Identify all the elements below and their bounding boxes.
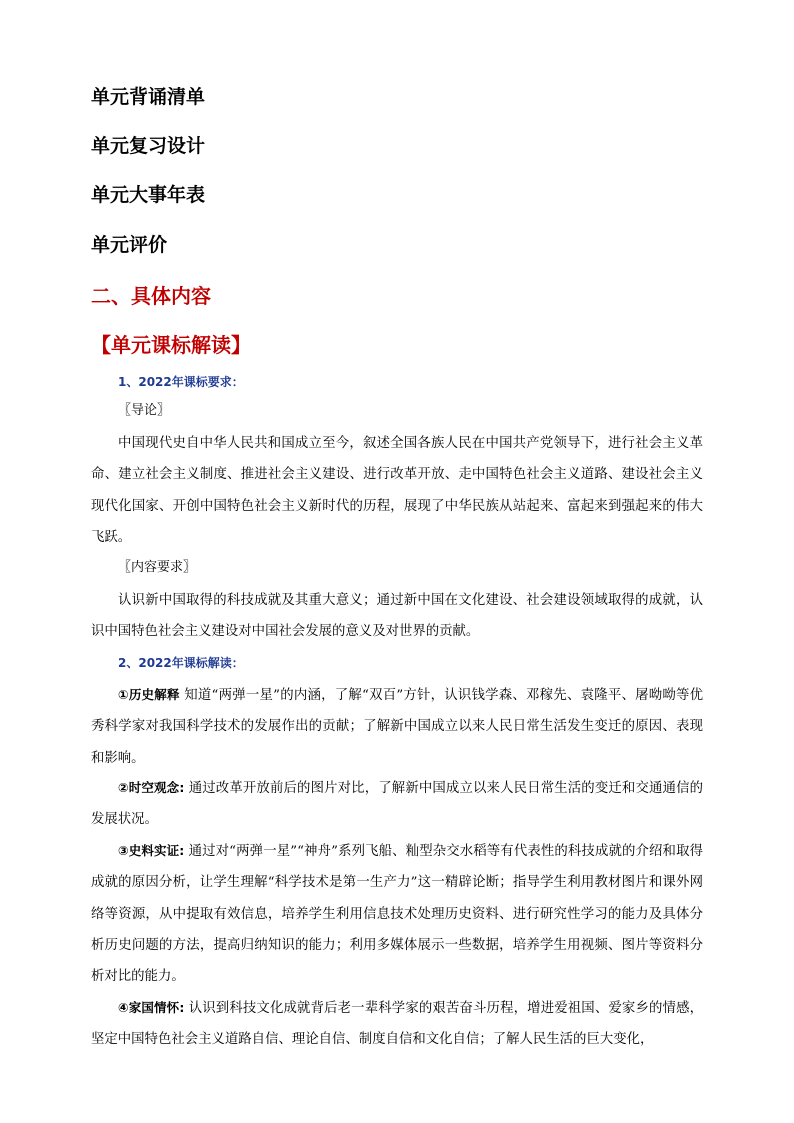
section-heading: 二、具体内容	[91, 284, 211, 308]
term-evidence: ③史料实证:	[118, 843, 185, 858]
toc-item-review-design: 单元复习设计	[91, 135, 206, 157]
interpretation-item-space-time	[91, 772, 703, 836]
term-historical-explanation: ①历史解释	[118, 687, 180, 702]
toc-item-evaluation: 单元评价	[91, 234, 168, 256]
toc-item-chronology: 单元大事年表	[91, 184, 206, 206]
intro-label: 〖导论〗	[118, 403, 171, 418]
toc-item-recitation-list: 单元背诵清单	[91, 86, 206, 108]
standards-heading: 1、2022年课标要求：	[118, 375, 244, 389]
intro-paragraph: 中国现代史自中华人民共和国成立至今，叙述全国各族人民在中国共产党领导下，进行社会主义革命、建立社会主义制度、推进社会主义建设、进行改革开放、走中国特色社会主义道路、建设社会主义现代化国家、开创中国特色社会主义新时代的历程，展现了中华民族从站起来、富起来到强起来的伟大飞跃。	[91, 436, 703, 545]
interpretation-item-evidence	[91, 835, 703, 992]
text-patriotism: 认识到科技文化成就背后老一辈科学家的艰苦奋斗历程，增进爱祖国、爱家乡的情感，坚定中国特色社会主义道路自信、理论自信、制度自信和文化自信；了解人民生活的巨大变化，	[91, 1001, 703, 1048]
interpretation-heading: 2、2022年课标解读：	[118, 656, 244, 670]
term-space-time: ②时空观念:	[118, 780, 185, 795]
text-historical-explanation: 知道“两弹一星”的内涵，了解“双百”方针，认识钱学森、邓稼先、袁隆平、屠呦呦等优秀科学家对我国科学技术的发展作出的贡献；了解新中国成立以来人民日常生活发生变迁的原因、表现和影响。	[91, 688, 703, 766]
interpretation-item-historical-explanation	[91, 679, 703, 774]
content-requirements-paragraph: 认识新中国取得的科技成就及其重大意义；通过新中国在文化建设、社会建设领域取得的成就，认识中国特色社会主义建设对中国社会发展的意义及对世界的贡献。	[91, 593, 703, 640]
text-space-time: 通过改革开放前后的图片对比，了解新中国成立以来人民日常生活的变迁和交通通信的发展状况。	[91, 781, 703, 828]
term-patriotism: ④家国情怀:	[118, 1000, 185, 1015]
interpretation-item-patriotism	[91, 992, 703, 1056]
content-requirements-label: 〖内容要求〗	[118, 560, 197, 575]
text-evidence: 通过对“两弹一星”“神舟”系列飞船、籼型杂交水稻等有代表性的科技成就的介绍和取得成就的原因分析，让学生理解“科学技术是第一生产力”这一精辟论断；指导学生利用教材图片和课外网络等资源，从中提取有效信息，培养学生利用信息技术处理历史资料、进行研究性学习的能力及具体分析历史问题的方法，提高归纳知识的能力；利用多媒体展示一些数据，培养学生用视频、图片等资料分析对比的能力。	[91, 844, 703, 985]
subsection-heading: 【单元课标解读】	[91, 333, 251, 357]
